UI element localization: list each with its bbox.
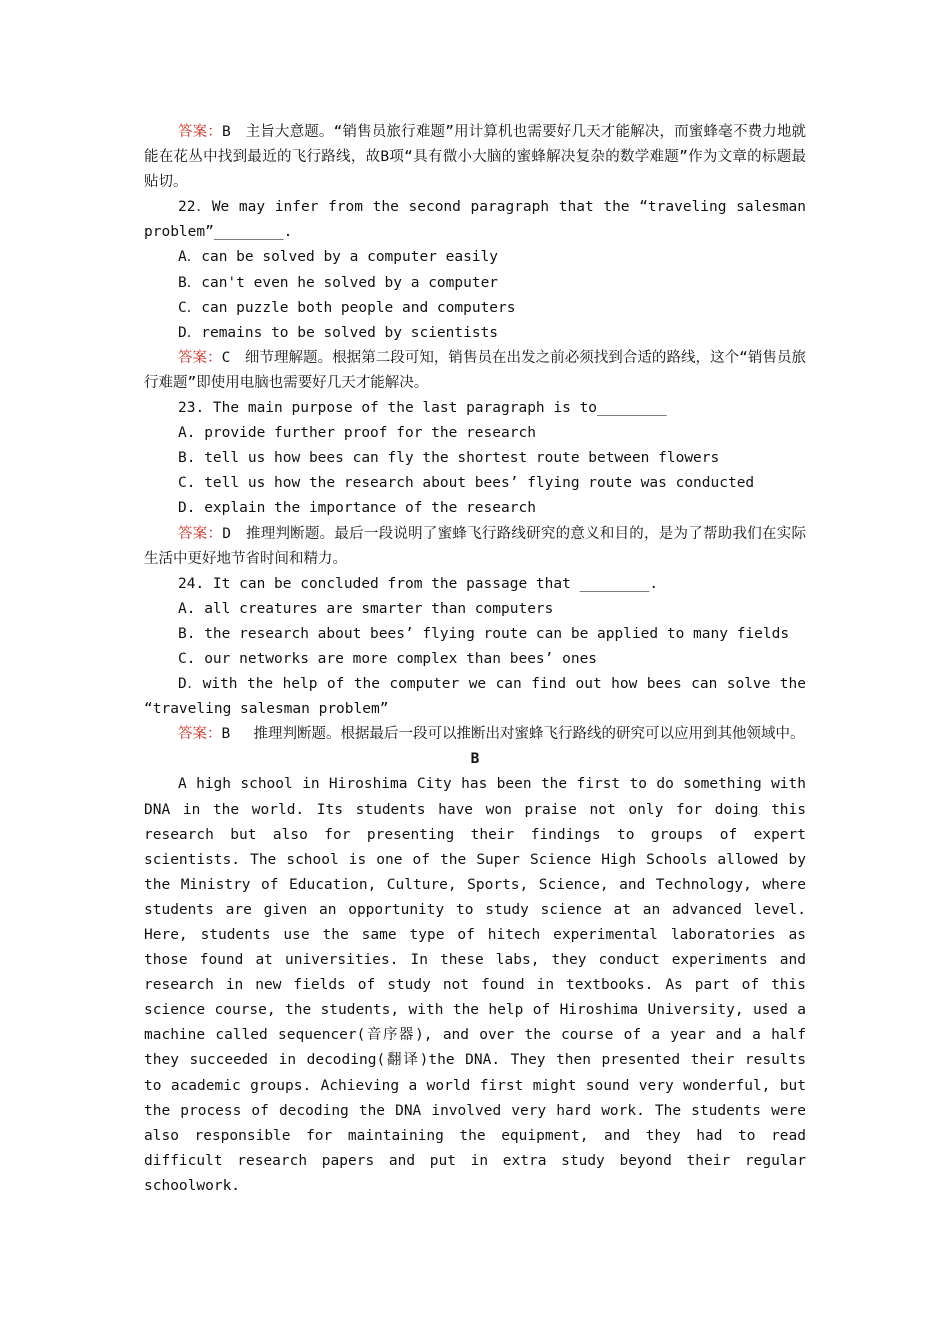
question-24-option-c: C. our networks are more complex than bees’ ones [178, 650, 598, 667]
answer-21-text: B 主旨大意题。“销售员旅行难题”用计算机也需要好几天才能解决，而蜜蜂毫不费力地就能在花丛中找到最近的飞行路线，故B项“具有微小大脑的蜜蜂解决复杂的数学难题”作为文章的标题最贴切。 [144, 124, 807, 191]
answer-label: 答案： [178, 349, 222, 366]
section-b-paragraph: A high school in Hiroshima City has been the first to do something with DNA in the world. Its students have won praise not only for doing this research but also for presenting their findings to groups of expert scientists. The school is one of the Super Science High Schools allowed by the Ministry of Education, Culture, Sports, Science, and Technology, where students are given an opportunity to study science at an advanced level. Here, students use the same type of hitech experimental laboratories as those found at universities. In these labs, they conduct experiments and research in new fields of study not found in textbooks. As part of this science course, the students, with the help of Hiroshima University, used a machine called sequencer(音序器), and over the course of a year and a half they succeeded in decoding(翻译)the DNA. They then presented their results to academic groups. Achieving a world first might sound very wonderful, but the process of decoding the DNA involved very hard work. The students were also responsible for maintaining the equipment, and they had to read difficult research papers and put in extra study beyond their regular schoolwork. [144, 776, 806, 1194]
answer-22 [144, 346, 806, 396]
question-23-option-c: C. tell us how the research about bees’ flying route was conducted [178, 475, 755, 492]
question-23-stem: 23. The main purpose of the last paragraph is to________ [178, 400, 667, 417]
document-page [144, 120, 806, 1199]
question-22-option-c: C．can puzzle both people and computers [178, 299, 516, 316]
answer-23 [144, 522, 806, 572]
answer-21 [144, 120, 806, 195]
question-24-stem: 24. It can be concluded from the passage that ________. [178, 575, 659, 592]
question-22-option-b: B．can't even he solved by a computer [178, 274, 499, 291]
answer-24 [144, 722, 806, 747]
question-24-option-b: B. the research about bees’ flying route can be applied to many fields [178, 625, 790, 642]
question-23-option-a: A. provide further proof for the research [178, 425, 536, 442]
answer-22-text: C 细节理解题。根据第二段可知，销售员在出发之前必须找到合适的路线，这个“销售员旅行难题”即使用电脑也需要好几天才能解决。 [144, 349, 806, 391]
question-23-option-d: D. explain the importance of the research [178, 500, 536, 517]
question-24-option-a: A. all creatures are smarter than computers [178, 600, 554, 617]
question-23-option-b: B. tell us how bees can fly the shortest route between flowers [178, 450, 720, 467]
answer-24-text: B 推理判断题。根据最后一段可以推断出对蜜蜂飞行路线的研究可以应用到其他领域中。 [221, 726, 805, 743]
section-b-heading: B [470, 751, 480, 768]
answer-label: 答案： [178, 525, 223, 542]
answer-23-text: D 推理判断题。最后一段说明了蜜蜂飞行路线研究的意义和目的，是为了帮助我们在实际生活中更好地节省时间和精力。 [144, 525, 806, 567]
question-22-stem: 22．We may infer from the second paragraph that the “traveling salesman problem”________. [144, 199, 806, 241]
answer-label: 答案： [178, 124, 223, 140]
question-22-option-a: A．can be solved by a computer easily [178, 249, 499, 266]
question-24-option-d: D．with the help of the computer we can find out how bees can solve the “traveling salesman problem” [144, 676, 806, 718]
answer-label: 答案： [178, 726, 222, 743]
question-22-option-d: D．remains to be solved by scientists [178, 324, 499, 341]
